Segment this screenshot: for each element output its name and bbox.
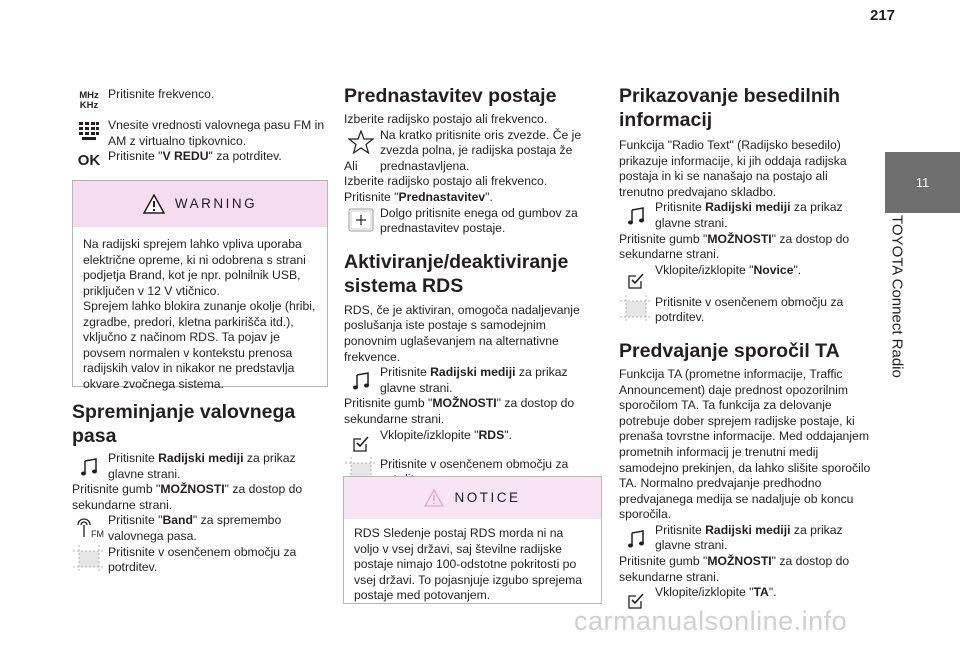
preset-intro: Izberite radijsko postajo ali frekvenco. — [344, 112, 548, 126]
preset-star-step — [344, 128, 602, 175]
shaded-area-icon — [619, 297, 653, 321]
page-number: 217 — [870, 7, 896, 24]
ta-toggle-step — [619, 585, 875, 601]
band-step-1-text: Pritisnite Radijski mediji za prikaz glavne strani. — [108, 451, 296, 481]
notice-box — [343, 476, 602, 604]
rds-toggle-step — [344, 428, 602, 454]
text-step-1 — [619, 200, 875, 231]
text-toggle-step — [619, 263, 875, 293]
column-1 — [72, 87, 328, 170]
ok-icon: OK — [77, 152, 101, 170]
column-3 — [619, 84, 875, 601]
step-frequency — [72, 87, 328, 115]
notice-text: RDS Sledenje postaj RDS morda ni na voljo v vsej državi, saj številne radijske postaje nimajo 100-odstotne pokritosti po vsej državi. To pojasnjuje izgubo sprejema postaje med potovanjem. — [354, 526, 583, 603]
band-step-2 — [72, 513, 328, 544]
rds-intro: RDS, če je aktiviran, omogoča nadaljevanje poslušanja iste postaje s samodejnim ponovnim uglaševanjem na alternativne frekvence. — [344, 302, 580, 364]
fm-antenna-icon — [72, 515, 106, 539]
preset-button-icon — [344, 208, 378, 232]
ta-step-1 — [619, 523, 875, 554]
chapter-tab[interactable]: 11 — [885, 152, 960, 213]
step-keypad — [72, 118, 328, 149]
ta-options-text: Pritisnite gumb "MOŽNOSTI" za dostop do sekundarne strani. — [619, 554, 850, 584]
chapter-label-text: TOYOTA Connect Radio — [888, 215, 906, 378]
step-keypad-text: Vnesite vrednosti valovnega pasu FM in AM z virtualno tipkovnico. — [108, 118, 325, 148]
band-heading: Spreminjanje valovnega pasa — [72, 401, 296, 447]
warning-box — [72, 180, 328, 391]
text-toggle-text: Vklopite/izklopite "Novice". — [655, 262, 802, 277]
chapter-label — [889, 215, 919, 405]
preset-press-text: Pritisnite "Prednastavitev". — [344, 189, 493, 204]
svg-text:FM: FM — [91, 529, 104, 540]
band-options-text: Pritisnite gumb "MOŽNOSTI" za dostop do sekundarne strani. — [72, 482, 303, 512]
notice-triangle-icon — [424, 489, 444, 507]
checkbox-icon — [619, 269, 653, 293]
shaded-area-icon — [72, 547, 106, 571]
warning-text: Na radijski sprejem lahko vpliva uporaba električne opreme, ki ni odobrena s strani podjetja Brand, kot je npr. polnilnik USB, priključen v 12 V vtičnico. Sprejem lahko blokira zunanje okolje (hribi, zgradbe, predori, kletna parkirišča itd.), vključno z načinom RDS. Ta pojav je povsem normalen v kontekstu prenosa radijskih valov in nikakor ne predstavlja okvare zvočnega sistema. — [83, 237, 316, 391]
step-ok — [72, 149, 328, 170]
band-step-1 — [72, 451, 328, 482]
preset-star-text: Na kratko pritisnite oris zvezde. Če je zvezda polna, je radijska postaja že prednastavljena. — [380, 127, 582, 173]
music-note-icon — [619, 204, 653, 228]
watermark: carmanualsonline.info — [574, 606, 848, 636]
rds-step-1-text: Pritisnite Radijski mediji za prikaz glavne strani. — [380, 365, 568, 395]
step-ok-text: Pritisnite "V REDU" za potrditev. — [108, 149, 282, 164]
ta-step-1-text: Pritisnite Radijski mediji za prikaz glavne strani. — [655, 522, 843, 553]
ta-toggle-text: Vklopite/izklopite "TA". — [655, 585, 777, 600]
mhz-khz-icon: MHz KHz — [79, 90, 99, 111]
rds-step-1 — [344, 365, 602, 396]
preset-longpress-step — [344, 206, 602, 237]
text-heading: Prikazovanje besedilnih informacij — [619, 85, 841, 131]
preset-or: Ali — [344, 158, 358, 173]
rds-toggle-text: Vklopite/izklopite "RDS". — [380, 427, 512, 442]
ta-heading: Predvajanje sporočil TA — [619, 339, 840, 362]
step-frequency-text: Pritisnite frekvenco. — [108, 87, 215, 101]
notice-header — [344, 477, 601, 519]
rds-confirm-text: Pritisnite v osenčenem območju za — [380, 456, 569, 471]
rds-options-text: Pritisnite gumb "MOŽNOSTI" za dostop do sekundarne strani. — [344, 396, 575, 426]
band-step-2-text: Pritisnite "Band" za spremembo valovnega pasa. — [108, 513, 282, 543]
ta-intro: Funkcija TA (prometne informacije, Traffic Announcement) daje prednost opozorilnim sporočilom TA. Ta funkcija za delovanje potrebuje dober sprejem radijske postaje, ki prenaša tovrstne informacije. Med oddajanjem prometnih informacij je trenutni medij samodejno prekinjen, da lahko slišite sporočilo TA. Normalno predvajanje predhodno predvajanega medija se nadaljuje ob koncu sporočila. — [619, 366, 871, 522]
text-confirm-step — [619, 295, 875, 326]
rds-heading: Aktiviranje/deaktiviranje sistema RDS — [344, 250, 569, 297]
band-step-3-text: Pritisnite v osenčenem območju za potrditev. — [108, 544, 297, 575]
music-note-icon — [72, 455, 106, 479]
notice-title: NOTICE — [454, 490, 521, 506]
column-2 — [344, 84, 602, 488]
band-section — [72, 400, 328, 576]
preset-longpress-text: Dolgo pritisnite enega od gumbov za prednastavitev postaje. — [380, 205, 578, 236]
warning-header — [73, 181, 327, 227]
text-confirm-text: Pritisnite v osenčenem območju za potrditev. — [655, 294, 844, 325]
text-step-1-text: Pritisnite Radijski mediji za prikaz glavne strani. — [655, 200, 843, 230]
music-note-icon — [619, 527, 653, 551]
warning-triangle-icon — [143, 194, 165, 214]
text-intro: Funkcija "Radio Text" (Radijsko besedilo) prikazuje informacije, ki jih oddaja radijska postaja in ki se nanašajo na postajo ali trenutno predvajano skladbo. — [619, 138, 847, 199]
band-step-3 — [72, 545, 328, 576]
warning-title: WARNING — [174, 196, 258, 212]
checkbox-icon — [344, 432, 378, 456]
music-note-icon — [344, 369, 378, 393]
preset-intro-2: Izberite radijsko postajo ali frekvenco. — [344, 174, 548, 189]
text-options-text: Pritisnite gumb "MOŽNOSTI" za dostop do sekundarne strani. — [619, 231, 850, 262]
preset-heading: Prednastavitev postaje — [344, 85, 557, 107]
keypad-icon — [72, 120, 106, 144]
star-icon — [344, 130, 378, 154]
